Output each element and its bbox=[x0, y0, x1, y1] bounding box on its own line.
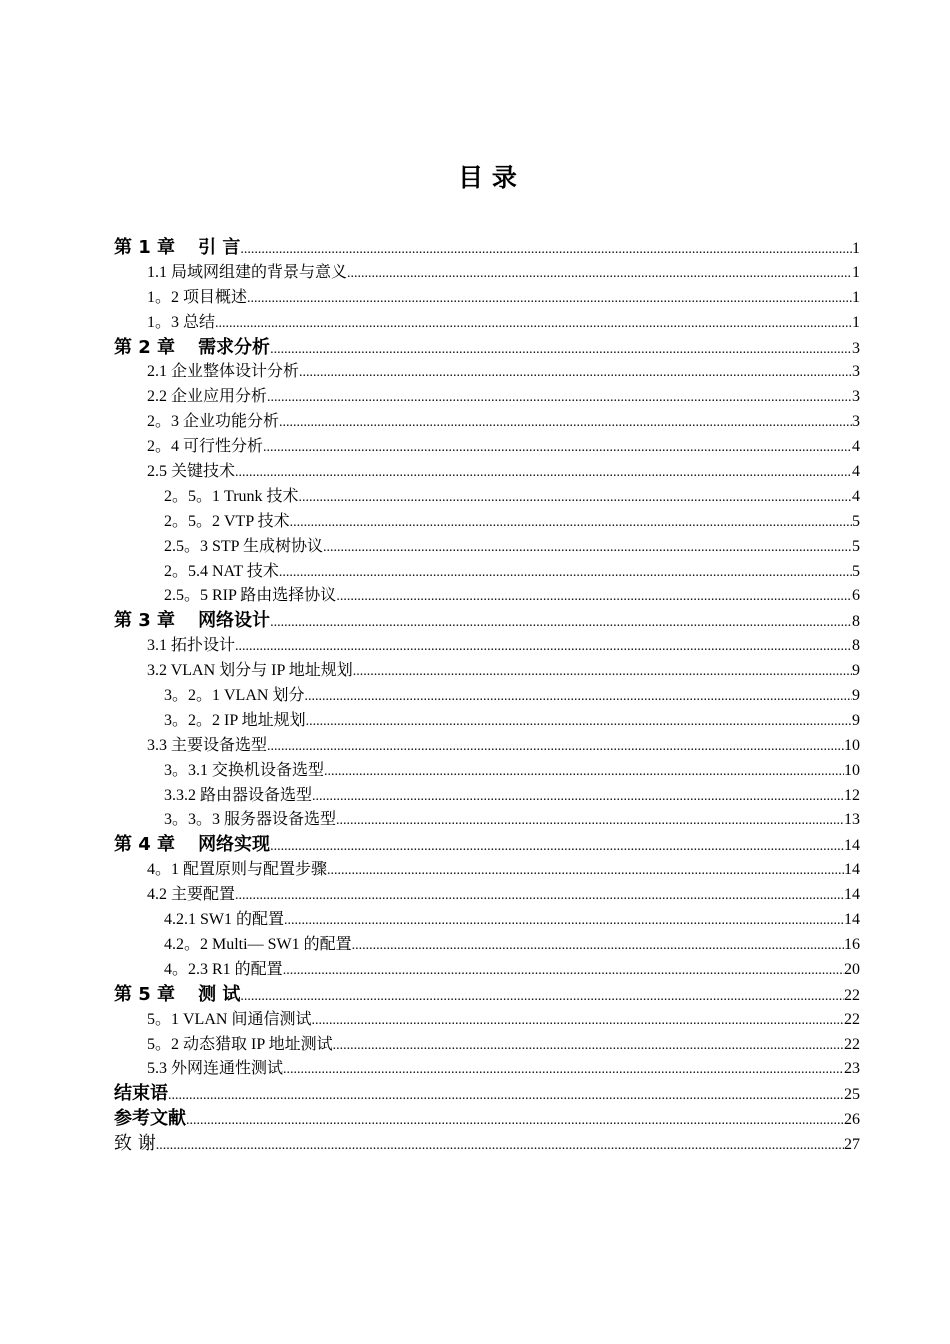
toc-section-1-2[interactable] bbox=[114, 286, 860, 311]
page-number: 3 bbox=[852, 413, 860, 431]
dot-leader bbox=[336, 585, 852, 610]
toc-chapter-3[interactable] bbox=[114, 609, 860, 634]
dot-leader bbox=[263, 436, 852, 461]
page-number: 12 bbox=[844, 786, 860, 804]
dot-leader bbox=[324, 760, 844, 785]
page-number: 5 bbox=[852, 512, 860, 530]
toc-section-5-2[interactable] bbox=[114, 1033, 860, 1058]
page-number: 27 bbox=[844, 1136, 860, 1154]
dot-leader bbox=[333, 1034, 844, 1059]
dot-leader bbox=[299, 361, 852, 386]
chapter-name: 需求分析 bbox=[198, 336, 271, 358]
toc-entry-label: 4.2。2 Multi— SW1 的配置 bbox=[164, 935, 352, 953]
chapter-number: 第 3 章 bbox=[114, 610, 176, 632]
toc-chapter-label bbox=[114, 609, 270, 634]
toc-entry-label: 5。1 VLAN 间通信测试 bbox=[147, 1010, 312, 1028]
toc-section-2-1[interactable] bbox=[114, 360, 860, 385]
toc-section-5-3[interactable] bbox=[114, 1057, 860, 1082]
page-number: 9 bbox=[852, 711, 860, 729]
toc-entry-label: 2.5。3 STP 生成树协议 bbox=[164, 537, 323, 555]
dot-leader bbox=[311, 1009, 844, 1034]
chapter-number: 第 4 章 bbox=[114, 834, 176, 856]
toc-section-3-3[interactable] bbox=[114, 734, 860, 759]
toc-entry-label: 1.1 局域网组建的背景与意义 bbox=[147, 263, 348, 281]
page-number: 22 bbox=[844, 986, 860, 1004]
table-of-contents bbox=[114, 236, 860, 1157]
page-number: 22 bbox=[844, 1035, 860, 1053]
dot-leader bbox=[270, 611, 852, 636]
toc-entry-label: 1。2 项目概述 bbox=[147, 288, 248, 306]
dot-leader bbox=[240, 238, 852, 263]
toc-section-3-2[interactable] bbox=[114, 659, 860, 684]
dot-leader bbox=[304, 685, 852, 710]
toc-subsection-3-2-2[interactable] bbox=[114, 709, 860, 734]
toc-section-3-1[interactable] bbox=[114, 634, 860, 659]
page-number: 16 bbox=[844, 935, 860, 953]
toc-entry-label: 2。3 企业功能分析 bbox=[147, 413, 280, 431]
toc-chapter-label bbox=[114, 983, 240, 1008]
toc-chapter-1[interactable] bbox=[114, 236, 860, 261]
page-number: 3 bbox=[852, 339, 860, 357]
page-number: 23 bbox=[844, 1060, 860, 1078]
toc-entry-label: 2。5。2 VTP 技术 bbox=[164, 512, 290, 530]
dot-leader bbox=[267, 386, 852, 411]
dot-leader bbox=[270, 835, 844, 860]
chapter-number: 第 5 章 bbox=[114, 983, 176, 1005]
dot-leader bbox=[347, 262, 852, 287]
toc-entry-label: 4.2.1 SW1 的配置 bbox=[164, 911, 285, 929]
page-number: 22 bbox=[844, 1010, 860, 1028]
toc-subsection-2-5-1[interactable] bbox=[114, 485, 860, 510]
dot-leader bbox=[353, 660, 852, 685]
dot-leader bbox=[299, 486, 852, 511]
page-number: 14 bbox=[844, 911, 860, 929]
chapter-name: 网络实现 bbox=[198, 834, 271, 856]
toc-entry-label: 2.5。5 RIP 路由选择协议 bbox=[164, 587, 337, 605]
toc-entry-label: 2。5.4 NAT 技术 bbox=[164, 562, 279, 580]
dot-leader bbox=[290, 511, 852, 536]
dot-leader bbox=[186, 1109, 844, 1134]
dot-leader bbox=[284, 909, 844, 934]
dot-leader bbox=[168, 1084, 844, 1109]
toc-subsection-4-2-2[interactable] bbox=[114, 933, 860, 958]
toc-chapter-label bbox=[114, 236, 240, 261]
dot-leader bbox=[279, 561, 852, 586]
chapter-name: 网络设计 bbox=[198, 610, 271, 632]
toc-section-4-1[interactable] bbox=[114, 858, 860, 883]
page-number: 5 bbox=[852, 562, 860, 580]
toc-entry-label: 2.1 企业整体设计分析 bbox=[147, 363, 300, 381]
dot-leader bbox=[270, 338, 852, 363]
dot-leader bbox=[283, 959, 844, 984]
toc-subsection-3-3-1[interactable] bbox=[114, 759, 860, 784]
dot-leader bbox=[247, 287, 852, 312]
dot-leader bbox=[267, 735, 844, 760]
dot-leader bbox=[279, 411, 852, 436]
page-number: 14 bbox=[844, 886, 860, 904]
page-number: 6 bbox=[852, 587, 860, 605]
toc-acknowledgements[interactable] bbox=[114, 1132, 860, 1157]
toc-entry-label: 3.3.2 路由器设备选型 bbox=[164, 786, 313, 804]
page-number: 4 bbox=[852, 438, 860, 456]
toc-entry-label: 致 谢 bbox=[114, 1133, 156, 1155]
toc-entry-label: 5.3 外网连通性测试 bbox=[147, 1060, 284, 1078]
toc-section-2-2[interactable] bbox=[114, 385, 860, 410]
page-number: 4 bbox=[852, 463, 860, 481]
toc-entry-label: 4.2 主要配置 bbox=[147, 886, 236, 904]
toc-entry-label: 3。2。1 VLAN 划分 bbox=[164, 687, 305, 705]
toc-references[interactable] bbox=[114, 1107, 860, 1132]
toc-entry-label: 3。2。2 IP 地址规划 bbox=[164, 711, 306, 729]
dot-leader bbox=[327, 859, 844, 884]
page-number: 14 bbox=[844, 861, 860, 879]
toc-section-1-1[interactable] bbox=[114, 261, 860, 286]
page-number: 3 bbox=[852, 363, 860, 381]
toc-entry-label: 4。1 配置原则与配置步骤 bbox=[147, 861, 328, 879]
toc-section-2-3[interactable] bbox=[114, 410, 860, 435]
page-number: 20 bbox=[844, 960, 860, 978]
dot-leader bbox=[235, 461, 852, 486]
page-number: 14 bbox=[844, 837, 860, 855]
chapter-number: 第 1 章 bbox=[114, 237, 176, 258]
toc-conclusion[interactable] bbox=[114, 1082, 860, 1107]
toc-chapter-label bbox=[114, 833, 270, 858]
dot-leader bbox=[215, 312, 852, 337]
toc-chapter-5[interactable] bbox=[114, 983, 860, 1008]
page-number: 5 bbox=[852, 537, 860, 555]
chapter-number: 第 2 章 bbox=[114, 336, 176, 358]
dot-leader bbox=[235, 635, 852, 660]
dot-leader bbox=[336, 809, 844, 834]
page-number: 8 bbox=[852, 613, 860, 631]
page-number: 4 bbox=[852, 487, 860, 505]
toc-chapter-4[interactable] bbox=[114, 833, 860, 858]
toc-entry-label: 3。3。3 服务器设备选型 bbox=[164, 811, 337, 829]
page-number: 8 bbox=[852, 637, 860, 655]
toc-entry-label: 3.2 VLAN 划分与 IP 地址规划 bbox=[147, 662, 353, 680]
page-number: 26 bbox=[844, 1111, 860, 1129]
page-number: 1 bbox=[852, 288, 860, 306]
toc-entry-label: 2。4 可行性分析 bbox=[147, 438, 264, 456]
toc-entry-label: 结束语 bbox=[114, 1083, 168, 1105]
toc-title: 目 录 bbox=[458, 163, 517, 192]
toc-entry-label: 3.3 主要设备选型 bbox=[147, 736, 268, 754]
page-number: 10 bbox=[844, 761, 860, 779]
dot-leader bbox=[352, 934, 844, 959]
page-number: 1 bbox=[852, 263, 860, 281]
toc-section-1-3[interactable] bbox=[114, 311, 860, 336]
page-number: 25 bbox=[844, 1086, 860, 1104]
toc-entry-label: 4。2.3 R1 的配置 bbox=[164, 960, 283, 978]
toc-subsection-2-5-3[interactable] bbox=[114, 535, 860, 560]
toc-subsection-4-2-3[interactable] bbox=[114, 958, 860, 983]
page-number: 1 bbox=[852, 240, 860, 257]
toc-entry-label: 参考文献 bbox=[114, 1108, 186, 1130]
toc-subsection-2-5-4[interactable] bbox=[114, 560, 860, 585]
toc-chapter-2[interactable] bbox=[114, 336, 860, 361]
toc-subsection-3-3-2[interactable] bbox=[114, 784, 860, 809]
page-number: 10 bbox=[844, 736, 860, 754]
toc-entry-label: 5。2 动态猎取 IP 地址测试 bbox=[147, 1035, 333, 1053]
toc-section-5-1[interactable] bbox=[114, 1008, 860, 1033]
toc-section-2-5[interactable] bbox=[114, 460, 860, 485]
page-number: 3 bbox=[852, 388, 860, 406]
chapter-name: 测 试 bbox=[198, 983, 241, 1005]
page-number: 9 bbox=[852, 687, 860, 705]
toc-section-4-2[interactable] bbox=[114, 883, 860, 908]
chapter-name: 引 言 bbox=[198, 237, 241, 258]
toc-entry-label: 3.1 拓扑设计 bbox=[147, 637, 236, 655]
toc-entry-label: 2.2 企业应用分析 bbox=[147, 388, 268, 406]
toc-subsection-3-2-1[interactable] bbox=[114, 684, 860, 709]
toc-subsection-2-5-2[interactable] bbox=[114, 510, 860, 535]
toc-subsection-2-5-5[interactable] bbox=[114, 584, 860, 609]
dot-leader bbox=[306, 710, 852, 735]
toc-entry-label: 1。3 总结 bbox=[147, 313, 216, 331]
toc-entry-label: 3。3.1 交换机设备选型 bbox=[164, 761, 325, 779]
page-number: 9 bbox=[852, 662, 860, 680]
page-number: 13 bbox=[844, 811, 860, 829]
dot-leader bbox=[312, 785, 844, 810]
toc-section-2-4[interactable] bbox=[114, 435, 860, 460]
page-number: 1 bbox=[852, 313, 860, 331]
dot-leader bbox=[240, 985, 844, 1010]
toc-subsection-4-2-1[interactable] bbox=[114, 908, 860, 933]
dot-leader bbox=[323, 536, 852, 561]
toc-entry-label: 2。5。1 Trunk 技术 bbox=[164, 487, 299, 505]
toc-entry-label: 2.5 关键技术 bbox=[147, 463, 236, 481]
toc-chapter-label bbox=[114, 336, 270, 361]
dot-leader bbox=[283, 1058, 844, 1083]
dot-leader bbox=[235, 884, 844, 909]
dot-leader bbox=[156, 1134, 844, 1159]
toc-subsection-3-3-3[interactable] bbox=[114, 808, 860, 833]
